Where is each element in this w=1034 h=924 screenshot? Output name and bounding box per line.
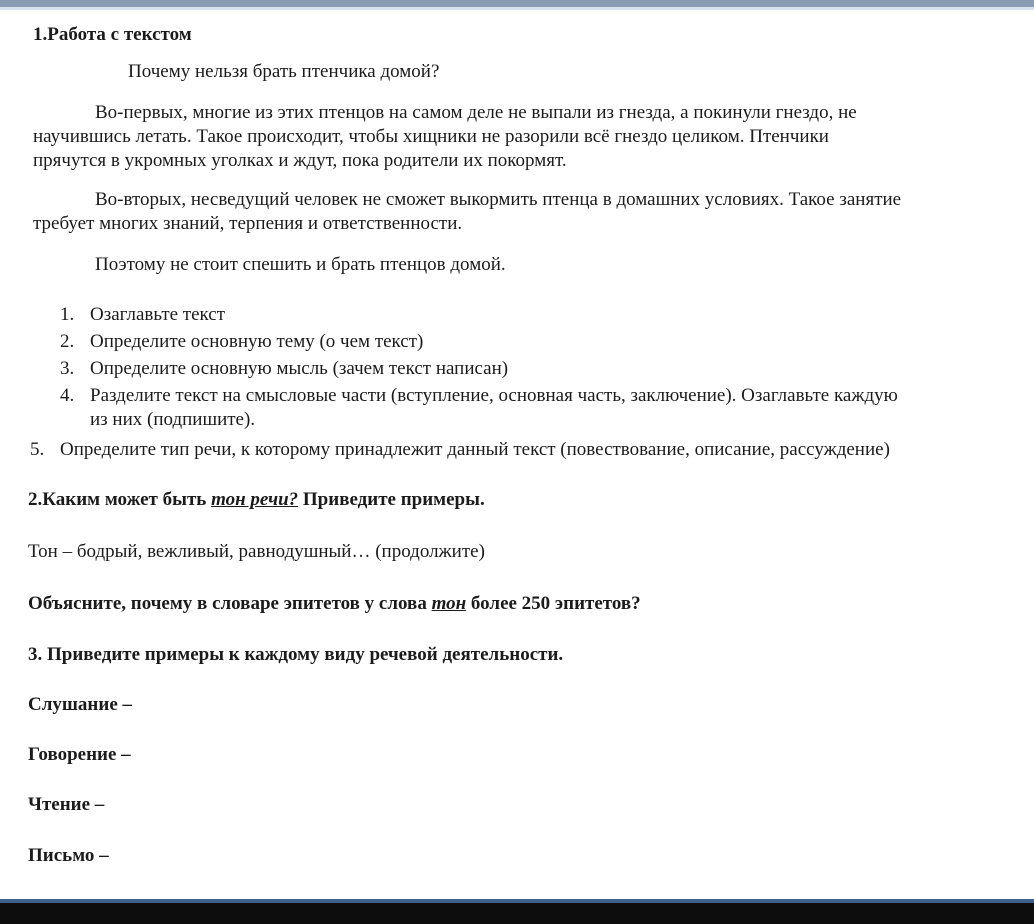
activity-item-speaking: Говорение – [28,744,131,765]
paragraph-1-line-2: научившись летать. Такое происходит, чтобы хищники не разорили всё гнездо целиком. Птенчики [33,126,829,147]
task-text: Озаглавьте текст [90,304,226,325]
epithets-question-end: более 250 эпитетов? [466,593,641,614]
task-item [60,384,898,408]
task-text: Определите основную тему (о чем текст) [90,331,424,352]
window-top-border [0,0,1034,7]
paragraph-2-line-1: Во-вторых, несведущий человек не сможет выкормить птенца в домашних условиях. Такое занятие [95,189,902,210]
paragraph-1-line-3: прячутся в укромных уголках и ждут, пока родители их покормят. [33,150,567,171]
section-3-heading: 3. Приведите примеры к каждому виду речевой деятельности. [28,644,564,665]
task-number: 2. [60,331,75,352]
section-2-heading-start: 2.Каким может быть [28,489,212,510]
activity-item-reading: Чтение – [28,794,105,815]
epithets-question [28,592,641,616]
task-number: 4. [60,385,75,406]
section-2-heading-term: тон речи? [211,489,299,510]
task-item [60,330,423,354]
document-page [0,10,1034,899]
task-number: 5. [30,439,45,460]
epithets-question-start: Объясните, почему в словаре эпитетов у слова [28,593,432,614]
tone-example: Тон – бодрый, вежливый, равнодушный… (продолжите) [28,541,485,562]
section-1-heading: 1.Работа с текстом [33,24,192,45]
paragraph-1-line-1: Во-первых, многие из этих птенцов на самом деле не выпали из гнезда, а покинули гнездо, не [95,102,857,123]
task-text: Разделите текст на смысловые части (вступление, основная часть, заключение). Озаглавьте каждую [90,385,898,406]
epithets-question-term: тон [431,593,467,614]
window-bottom-bar [0,903,1034,924]
section-2-heading [28,488,485,512]
task-text: Определите основную мысль (зачем текст написан) [90,358,509,379]
paragraph-3-line-1: Поэтому не стоит спешить и брать птенцов домой. [95,254,506,275]
activity-item-listening: Слушание – [28,694,132,715]
paragraph-2-line-2: требует многих знаний, терпения и ответственности. [33,213,463,234]
task-number: 3. [60,358,75,379]
task-item [60,303,225,327]
task-item [60,357,508,381]
task-continuation: из них (подпишите). [90,409,256,430]
task-item [30,438,890,462]
task-text: Определите тип речи, к которому принадлежит данный текст (повествование, описание, рассуждение) [60,439,890,460]
task-number: 1. [60,304,75,325]
activity-item-writing: Письмо – [28,845,109,866]
text-title: Почему нельзя брать птенчика домой? [128,61,440,82]
section-2-heading-end: Приведите примеры. [298,489,485,510]
